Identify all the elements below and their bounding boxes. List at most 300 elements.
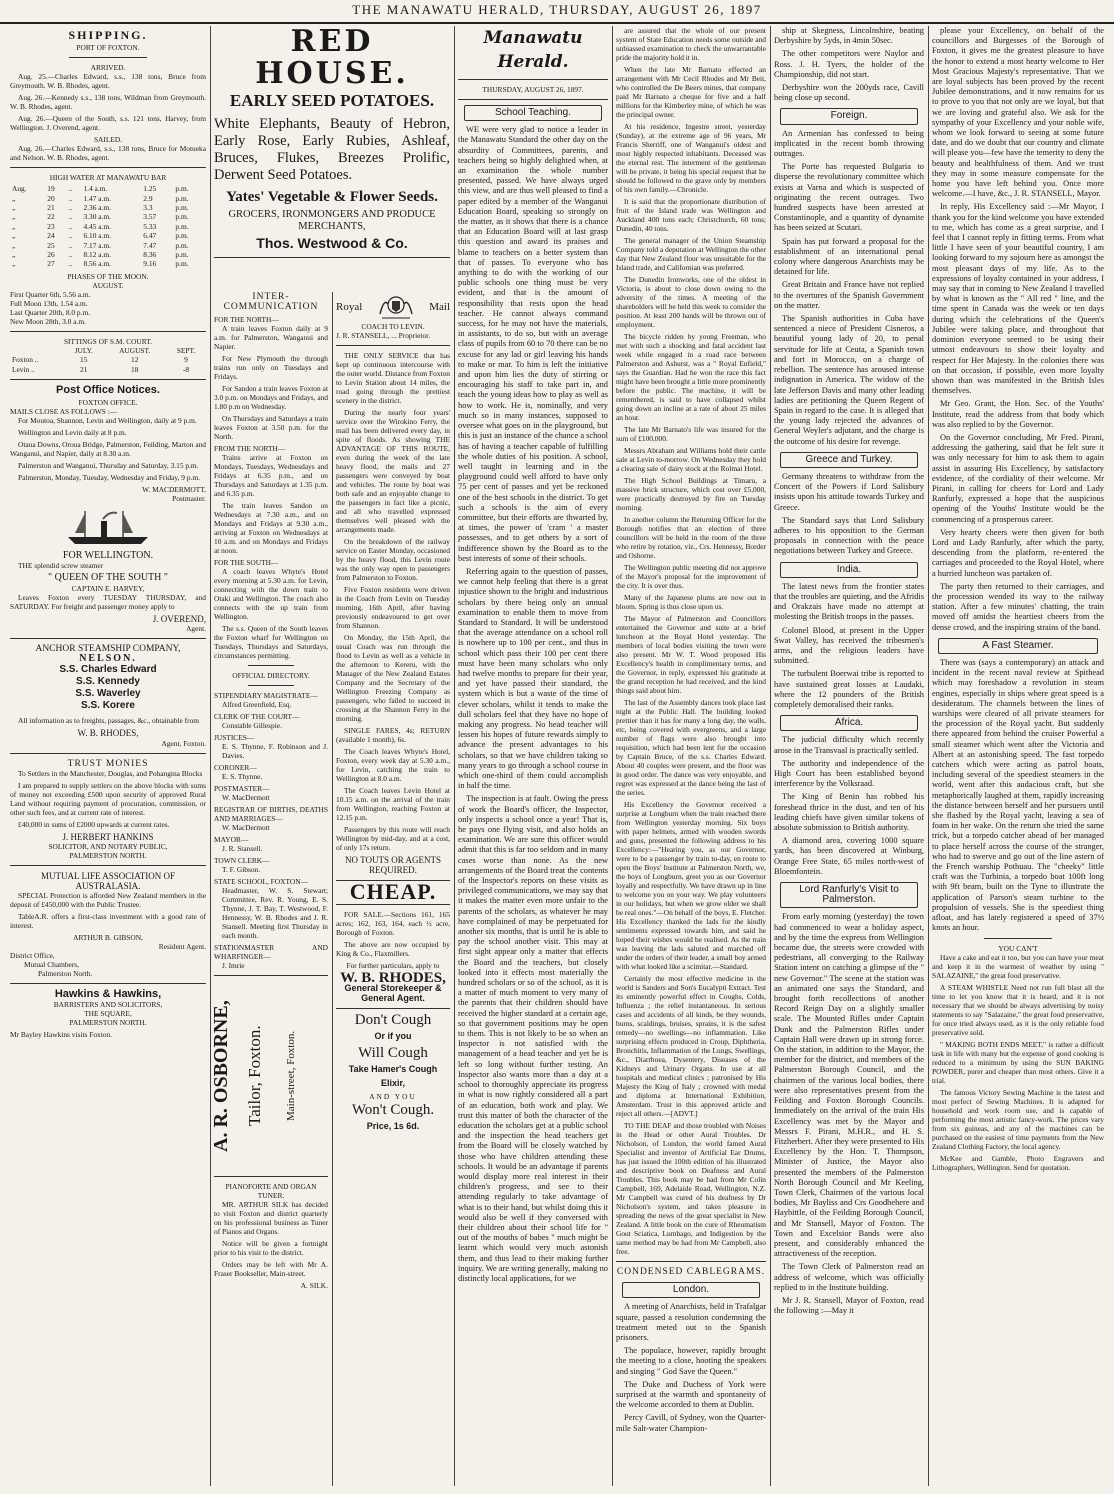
tide-cell: 8.36 [143,250,157,260]
tide-row [10,194,206,203]
coach-paragraph: On Monday, the 15th April, the usual Coach was run through the flood to Levin as well as a vehicle in the afternoon to Kereru, with the Manager of the New Zealand Estates Company and the Secretary of the Wellington Freezing Company as passengers, who failed to succeed in crossing at the Shannon Ferry in the morning. [336,633,450,723]
news-paragraph: TO THE DEAF and those troubled with Noises in the Head or other Aural Troubles. Dr Nicholson, of London, the world famed Aural Specialist and inventor of Artificial Ear Drums, has just issued the 100th edition of his illustrated and descriptive book on Deafness and Aural Troubles. This book may be had from Mr Colin Campbell, 169, Adelaide Road, Wellington, N.Z. Mr Campbell was cured of his deafness by Dr Nicholson's system, and takes pleasure in spreading the news of the great specialist in New Zealand. A little book on the cure of Rheumatism Gout Sciatica, Lumbago, and Indigestion by the same method may be had from Mr Campbell, also free. [616,1121,766,1256]
greece-heading: Greece and Turkey. [780,452,918,468]
grocers-line: GROCERS, IRONMONGERS AND PRODUCE MERCHANTS, [228,209,436,232]
post-office-sub: FOXTON OFFICE. [78,398,138,408]
africa-paragraph: The King of Benin has robbed his foreshead thrice in the dust, and ten of his leading chiefs have given similar tokens of absolute submission to British authority. [774,792,924,833]
and-you: AND YOU [369,1092,417,1102]
arrival-entry: Aug. 26.—Kennedy s.s., 138 tons, Wildman from Greymouth. W. B. Rhodes, agent. [10,93,206,112]
tide-cell: p.m. [175,203,189,213]
directory-holder: E. S. Thynne, F. Robinson and J. Davies. [222,742,328,761]
news-paragraph: Many of the Japanese plums are now out in bloom. Spring is thus close upon us. [616,593,766,611]
tide-cell: 6.47 [143,231,157,241]
coach-paragraph: THE ONLY SERVICE that has kept up continuous intercourse with the outer world. Distance from Foxton to Levin Station about 14 miles, the road going through the prettiest scenery in the district. [336,351,450,405]
north-list [214,324,328,441]
address-paragraph: On the Governor concluding, Mr Fred. Pirani, addressing the gathering, said that he felt sure it was only necessary for him to ask them to again assist in assuring His Excellency, by satisfactory evidence, of the cordiality of their welcome. Mr Pirani, in calling for cheers for Lord and Lady Ranfurly, expressed a hope that the auspicious opening of the Youths' Institute would be the commencing of a prosperous career. [932,432,1104,524]
directory-holder: E. S. Thynne. [222,772,263,782]
tide-row [10,184,206,193]
westwood-name: Thos. Westwood & Co. [256,235,408,251]
coach-paragraph: On the breakdown of the railway service on Easter Monday, occasioned by the heavy flood, this Levin route was the only way open to passengers from Palmerston to Foxton. [336,537,450,582]
arrival-entry: Aug. 26.—Queen of the South, s.s. 121 tons, Harvey, from Wellington. J. Overend, agent. [10,114,206,133]
tide-cell: 3.3 [143,203,153,213]
coach-paragraph: The Coach leaves Levin Hotel at 10.15 a.m. on the arrival of the train from Wellington, reaching Foxton at 12.15 p.m. [336,786,450,822]
article-paragraph: WE were very glad to notice a leader in the Manawatu Standard the other day on the absurdity of Committees, parents, and teachers being so highly delighted when, at an examination the whole number presented, passed. We have always urged this view, and are thus well pleased to find a paper edited by a member of the Wanganui Education Board, speaking so strongly on the matter, as it shows that there is a chance that an Education Board will at last grasp this question and award its praises and blame to teachers on a better system than that of passes. To everyone who has anything to do with the working of our public schools one thing must be very evident, and that is the amount of responsibility that rests upon the head teacher. He cannot always command success, for he may not have the materials, in assistants, to do so, but with an average class of pupils from 60 to 70 there can be no excuse for any lad or girl leaving his hands to make or mar. To him is left the initiative and upon him lies the duty of stirring or encouraging his staff to take part in, and teach the young ideas how to play as well as how to work. He is, nominally, and very much so in many instances, supposed to oversee what goes on in the playground, but this is just an instance of the chance a school has of having a teacher capable of fulfilling the whole duties of his position. A school, well taught in learning and in the playground could well afford to have only 75 per cent of passes and yet be reckoned one of the best schools in the district. To get such a schools is the aim of every committee, but their efforts are thwarted by, at times, the power of 'cram ' a master possesses, and to get others by a sort of indifference shown by the Board as to the best interests of some of their schools. [458,125,609,563]
tide-cell: .. [68,184,73,194]
tide-row [10,250,206,259]
article-body [458,125,608,1284]
coach-title: COACH TO LEVIN. [361,322,425,331]
london-heading: London. [622,1282,760,1298]
africa-paragraphs [774,735,924,877]
steamer-name: " QUEEN OF THE SOUTH " [48,572,168,584]
news-paragraph: The Dunedin Ironworks, one of the oldest in Victoria, is about to close down owing to the adversity of the times. A meeting of the shareholders will be held this week to consider the position. At least 200 hands will be thrown out of employment. [616,275,766,329]
news-paragraph: Messrs Abraham and Williams hold their cattle sale at Levin to-morrow. On Wednesday they hold a clearing sale of dairy stock at the Rolmai Hotel. [616,446,766,473]
take-hamer: Take Hamer's Cough [348,1063,438,1074]
anchor-title: ANCHOR STEAMSHIP COMPANY, [35,643,181,654]
tide-cell: .. [68,212,73,222]
ship-name: S.S. Waverley [75,688,141,700]
cable-paragraph: The populace, however, rapidly brought the meeting to a close, hooting the speakers and singing " God Save the Queen." [616,1346,766,1376]
you-cant-heading: YOU CAN'T [998,944,1038,954]
arrival-entry: Aug. 25.—Charles Edward, s.s., 138 tons, Bruce from Greymouth. W. B. Rhodes, agent. [10,72,206,91]
moon-phases [10,290,206,326]
no-touts: NO TOUTS OR AGENTS REQUIRED. [345,855,441,876]
north-head: FOR THE NORTH— [214,315,279,325]
column-rule [332,292,333,1486]
mail-entry: Palmerston and Wanganui, Thursday and Saturday, 3.15 p.m. [18,461,199,471]
tide-cell: p.m. [175,240,189,250]
shipping-title: SHIPPING. [68,28,148,42]
advert-paragraph: The famous Victory Sewing Machine is the latest and most perfect of Sewing Machines. It is adapted for household and work room use, and is capable of performing the most artistic fancy-work. The prices vary from six guineas, and any of the machines can be purchased on the easiest of time payments from the New Zealand Clothing Factory, the local agency. [932,1088,1104,1152]
court-cell [10,346,64,355]
hawkins-title: Hawkins & Hawkins, [54,988,162,1001]
train-entry: The s.s. Queen of the South leaves the Foxton wharf for Wellington on Tuesdays, Thursdays and Saturdays, circumstances permitting. [214,624,328,661]
cable-paragraph: The other competitors were Naylor and Ross. J. H. Tyers, the holder of the Championship, did not start. [774,49,924,79]
india-paragraph: The latest news from the frontier states that the troubles are quieting, and the Afridis and Orakzais have made no attempt at molesting the British troops in the passes. [774,581,924,622]
rhodes-name: W. B. RHODES, [340,969,446,986]
arrived-label: ARRIVED. [90,63,126,73]
tide-cell: 27 [47,259,55,269]
address-paragraph: please your Excellency, on behalf of the councillors and Burgesses of the Borough of Foxton, it gives me the greatest pleasure to have the honor to extend a most hearty welcome to Her Most Gracious Majesty's representative. That we are loyal subjects has been proved by the recent Jubilee demonstrations, and it now remains for us to prove to you that not only are we loyal, but that we are loving and grateful also. We ask for the sympathy of your Excellency and your noble wife, whom we look forward to seeing at some future date, and do we doubt that our country and climate will please you—few have the temerity to deny the beauty and healthfulness of them. And we trust they may in some measure compensate for the home you have left behind you. Once more welcome.—I have, &c., J. R. STANSELL, Mayor. [932,26,1104,199]
cable-paragraph: A meeting of Anarchists, held in Trafalgar square, passed a resolution condemning the treatment meted out to the Spanish prisoners. [616,1302,766,1343]
tide-cell: p.m. [175,259,189,269]
news-paragraphs [616,26,766,1256]
mail-entry: Otaua Downs, Oroua Bridge, Palmerston, Feilding, Marton and Wanganui, and Napier, daily at 8.30 a.m. [10,440,206,459]
from-north-list [214,453,328,555]
trust-p2: I am prepared to supply settlers on the above blocks with sums of money not exceeding £500 upon security of approved Rural Land without requiring payment of procuration, commission, or other such fees, and at current rate of interest. [10,780,206,817]
tide-row [10,212,206,221]
directory-holder: Alfred Greenfield, Esq. [222,700,292,710]
postmaster-title: Postmaster. [172,494,206,504]
coach-paragraph: Five Foxton residents were driven in the Coach from Levin on Tuesday morning, 16th April, after having previously endeavoured to get over from Shannon. [336,585,450,630]
tide-cell: 19 [47,184,55,194]
agent-label: Agent. [186,623,206,633]
foreign-paragraph: Great Britain and France have not replied to the overtures of the Spanish Government on the matter. [774,280,924,310]
court-title: SITTINGS OF S.M. COURT. [63,336,153,346]
india-paragraph: The turbulent Boerwai tribe is reported to have sustained great losses at Laudaki, where the 12 pounders of the British completely demoralised their ranks. [774,669,924,709]
tide-cell: „ [12,193,16,203]
tide-cell: .. [68,240,73,250]
news-paragraph: are assured that the whole of our present system of State Education needs some outside and unbiassed examination to check the unwarrantable pride the majority hold it in. [616,26,766,62]
mails-list [10,416,206,482]
court-row [10,355,206,364]
piano-text-2: Notice will be given a fortnight prior to his visit to the district. [214,1239,328,1258]
court-cell: 18 [131,364,139,374]
arrivals-list [10,72,206,132]
advert-paragraph: McKee and Gamble, Photo Engravers and Lithographers, Wellington. Send for quotation. [932,1154,1104,1173]
steamer-text: Leaves Foxton every TUESDAY THURSDAY, and SATURDAY. For freight and passenger money apply to [10,592,206,611]
court-cell: AUGUST. [119,345,151,355]
greece-paragraph: The Standard says that Lord Salisbury adheres to his opposition to the German proposals in connection with the peace negotiations between Turkey and Greece. [774,515,924,556]
trust-title: TRUST MONIES [67,758,149,769]
greece-paragraph: Germany threatens to withdraw from the Concert of the Powers if Lord Salisbury insists upon his attitude towards Turkey and Greece. [774,471,924,512]
africa-heading: Africa. [780,715,918,731]
steamship-icon [63,507,153,547]
mail-entry: For Moutoa, Shannon, Levin and Wellington, daily at 9 p.m. [18,416,197,426]
tide-row [10,241,206,250]
tide-cell: „ [12,221,16,231]
news-paragraph: The High School Buildings at Timaru, a massive brick structure, which cost over £5,000, were practically destroyed by fire on Tuesday morning. [616,476,766,512]
mails-title: MAILS CLOSE AS FOLLOWS :— [10,407,118,417]
tide-cell: 21 [47,203,55,213]
train-entry: For Sandon a train leaves Foxton at 3.0 p.m. on Mondays and Fridays, and 1.80 p.m on Wednesday. [214,384,328,412]
tide-table [10,184,206,269]
greece-paragraphs [774,472,924,557]
gibson-role: Resident Agent. [158,942,206,952]
column-4 [616,26,766,1486]
hankins-title: J. HERBERT HANKINS [62,831,154,842]
cable-paragraph: ship at Skegness, Lincolnshire, beating Derbyshire by 5yds, in 4min 50sec. [774,26,924,46]
directory-office: CLERK OF THE COURT— [214,712,300,722]
nelson: NELSON. [79,653,137,665]
directory-holder: W. MacDermott [222,793,270,803]
mutual-p1: SPECIAL Protection is afforded New Zealand members in the deposit of £450,000 with the Public Trustee. [10,891,206,910]
train-entry: The train leaves Sandon on Wednesdays at 7.30 a.m., and on Mondays and Fridays at 9.30 a.m., arriving at Foxton on Wednesdays at 10 a.m. and on Mondays and Fridays at noon. [214,501,328,556]
train-entry: On Thursdays and Saturdays a train leaves Foxton at 3.50 p.m. for the North. [214,414,328,442]
tide-cell: p.m. [175,193,189,203]
cable-paragraph: Percy Cavill, of Sydney, won the Quarter-mile Salt-water Champion- [616,1413,766,1433]
inter-title: INTER-COMMUNICATION [223,292,319,313]
address-paragraph: In reply, His Excellency said :—Mr Mayor, I thank you for the kind welcome you have extended to me, which has come as a great surprise, and I feel that I cannot reply in fitting terms. From what little I have seen of your beautiful country, I am looking forward to my sojourn here as amongst the most pleasant days of my life. As to the expressions of loyalty contained in your address, I may say that in coming to New Zealand I travelled by what is known as the " All red " line, and the time spent in Canada was the week or ten days during which the celebrations of the Queen's Jubilee were taking place, and throughout that dominion everyone seemed to be using their utmost endeavours to show their loyalty and respect for Her Majesty. In the colonies there was on that occasion, if possible, even more loyalty shown than was manifested in the British Isles themselves. [932,202,1104,396]
ship-name: S.S. Kennedy [76,676,140,688]
coach-column [336,292,450,1486]
train-entry: A coach leaves Whyte's Hotel every morning at 5.30 a.m. for Levin, connecting with the down train to Otaki and Wellington. The coach also connects with the up train from Wellington. [214,567,328,622]
advert-paragraph: Have a cake and eat it too, but you can have your meat and keep it in the warmest of weather by using " SALAZAINE," the great food preservative. [932,953,1104,981]
fast-steamer-heading: A Fast Steamer. [938,638,1098,654]
royal-mail-header [336,292,450,322]
tide-cell: „ [12,259,16,269]
court-cell: Levin .. [12,364,35,374]
anchor-agent: W. B. RHODES, [77,728,139,739]
postmaster-name: W. MACDERMOTT, [142,485,206,495]
directory-office: STATE SCHOOL, FOXTON— [214,877,308,887]
news-paragraph: When the late Mr Barnato effected an arrangement with Mr Cecil Rhodes and Mr Beit, who controlled the De Beers mines, that company paid Mr Barnato a cheque for five and a half millions for the Kimberley mine, of which he was the principal owner. [616,65,766,119]
elixir: Elixir, [380,1078,406,1089]
tide-cell: p.m. [175,184,189,194]
tide-cell: 7.47 [143,240,157,250]
red-house-title: RED HOUSE. [255,24,409,91]
tide-cell: .. [68,259,73,269]
directory-office: MAYOR— [214,835,249,845]
osborne-ad [210,981,328,1171]
tide-cell: 20 [47,193,55,203]
sailings-list [10,144,206,162]
tide-title: HIGH WATER AT MANAWATU BAR [49,173,167,183]
from-north-head: FROM THE NORTH— [214,444,286,454]
hawkins-visit: Mr Bayley Hawkins visits Foxton. [10,1029,113,1039]
cable-continued [774,26,924,103]
ships-list [10,664,206,712]
particulars-text: For further particulars, apply to [346,960,440,970]
hankins-sub: SOLICITOR, AND NOTARY PUBLIC, [48,841,168,851]
directory-office: POSTMASTER— [214,784,270,794]
cable-paragraphs [616,1302,766,1433]
court-header-row [10,346,206,355]
hawkins-place: PALMERSTON NORTH. [69,1017,147,1027]
osborne-name: A. R. OSBORNE, [210,1000,232,1153]
court-cell: 21 [80,364,88,374]
tide-cell: 25 [47,240,55,250]
anchor-info: All information as to freights, passages, &c., obtainable from [18,716,200,726]
coach-paragraph: The Coach leaves Whyte's Hotel, Foxton, every week day at 5.30 a.m., for Levin, catching the train to Wellington at 8.0 a.m. [336,747,450,783]
directory-holder: W. MacDermott [222,823,270,833]
tide-cell: Aug. [12,184,27,194]
article-paragraph: Referring again to the question of passes, we cannot help feeling that there is a great injustice shown to the bright and industrious scholars by there being only an annual examination to enable them to move from Standard to Standard. It will be understood that the average attendance on a school roll is nowhere up to 100 per cent., and thus in school which pass their 100 per cent there must have been many scholars who only had twelve months to prepare for their year, and yet have passed their standard, the system which is but a waste of the time of clever scholars, whilst it tends to make the dull scholars feel that they have no hope of making any progress. No head teacher will lessen his hopes of future rewards simply to advance the present advantages to his scholars, so that we have children taking so many years to go through a school course in which one-third of them could accomplish in half the time. [458,566,608,791]
court-cell: 9 [184,355,188,365]
or-if-you: Or if you [374,1031,412,1042]
court-cell: 15 [80,355,88,365]
train-entry: Trains arrive at Foxton on Mondays, Tuesdays, Wednesdays and Fridays at 6.35 p.m., and on Thursdays and Saturdays at 1.35 p.m. and 6.35 p.m. [214,453,328,499]
directory-holder: T. F. Gibson. [222,865,261,875]
tide-cell: 23 [47,221,55,231]
news-paragraph: It is said that the proportionate distribution of fruit of the Island trade was Wellington and Auckland 400 tons each; Christchurch, 60 tons; Dunedin, 40 tons. [616,197,766,233]
tide-row [10,259,206,268]
moon-month: AUGUST. [92,280,124,290]
tide-cell: 2.36 a.m. [83,203,111,213]
address-paragraph: Very hearty cheers were then given for both Lord and Lady Ranfurly, after which the party, descending from the platform, re-entered the carriages and proceeded to the Royal Hotel, where a hurried luncheon was partaken of. [932,527,1104,578]
column-rule [210,26,211,1486]
piano-text: MR. ARTHUR SILK has decided to visit Foxton and district quarterly on his professional business as Tuner of Pianos and Organs. [214,1200,328,1237]
court-cell: Foxton .. [12,355,39,365]
potato-varieties: White Elephants, Beauty of Hebron, Early Rose, Early Rubies, Ashleaf, Bruces, Flukes, Breezes Prolific, Derwent Seed Potatoes. [214,116,450,183]
tide-cell: 24 [47,231,55,241]
advert-paragraph: " MAKING BOTH ENDS MEET," is rather a difficult task in life with many but the expense of good cooking is reduced to a minimum by using the SUN BAKING POWDER, purer and cheaper than most others. Give it a trial. [932,1040,1104,1086]
yates-seeds: Yates' Vegetable & Flower Seeds. [226,189,438,205]
tide-cell: p.m. [175,212,189,222]
steamer-ad: THE splendid screw steamer [18,561,104,571]
column-rule [928,26,929,1486]
coat-of-arms-icon [376,292,416,322]
column-rule [612,26,613,1486]
column-3 [458,26,608,1486]
foreign-paragraph: An Armenian has confessed to being implicated in the recent bomb throwing outrages. [774,128,924,159]
ranfurly-paragraph: The Town Clerk of Palmerston read an address of welcome, which was officially replied to in the Institute building. [774,1262,924,1292]
trust-p1: To Settlers in the Manchester, Douglas, and Pohangina Blocks [18,768,203,778]
tide-cell: „ [12,231,16,241]
tide-cell: .. [68,221,73,231]
tide-cell: 1.47 a.m. [83,193,111,203]
column-1 [10,26,206,1486]
moon-phase: First Quarter 6th, 5.56 a.m. [10,289,91,299]
tide-row [10,222,206,231]
directory-list [214,691,328,970]
mutual-title: MUTUAL LIFE ASSOCIATION OF AUSTRALASIA. [41,870,175,892]
mail-label: Mail [429,300,450,313]
agent-name: J. OVEREND, [152,613,206,624]
nameplate: Manawatu Herald. [483,28,583,72]
column-2 [210,24,450,1486]
news-paragraph: Certainly the most effective medicine in the world is Sanders and Son's Eucalypti Extract. Test its eminently powerful effect in Coughs, Colds, Influenza ; the relief instantaneous. In serious cases and accidents of all kinds, be they wounds, burns, scaldings, bruises, sprains, it is the safest remedy—no swellings—no inflammation. Like surprising effects produced in Croup, Diphtheria, Bronchitis, Inflammation of the Lungs, Swellings, &c., Diarrhoea, Dysentery, Diseases of the Kidneys and Urinary Organs. In use at all hospitals and medical clinics ; patronised by His Majesty the King of Italy ; crowned with medal and diploma at International Exhibition, Amsterdam. Trust in this approved article and reject all others.—[ADVT.] [616,974,766,1118]
news-paragraph: The late Mr Barnato's life was insured for the sum of £100,000. [616,425,766,443]
court-row [10,365,206,374]
news-paragraph: In another column the Returning Officer for the Borough notifies that an election of three councillors will be held in the room of the three who retire by rotation, viz., Crs. Hennessy, Border and Osborne. [616,515,766,560]
column-6 [932,26,1104,1486]
tide-cell: p.m. [175,231,189,241]
tide-cell: .. [68,250,73,260]
article-paragraph: The inspection is at fault. Owing the press of work the Board's officer, the Inspector, only inspects a school once a year! That is, he pays one flying visit, and also holds an examination. We are sure this officer would admit that this is far too seldom and in many cases worse than none. As the new arrangements of the Board treat the contents of the Inspector's reports on these visits as privileged communications, we may say that it makes the matter even more unfair to the parents of the scholars, as whatever he may have complained of may be perpetuated for another six months, that is until he is able to pay the school another visit. This may at first sight appear only a matter that effects the Board and the teachers, but closely looked into it effects most materially the hundred scholars or so of the school, as it is a matter of much moment to very many of the parents that their children should have received the higher standard at a certain age, so that government positions may be open to them. This is not likely to be so when an Inspector is not satisfied with the management of a head teacher and yet he is left so long without further testing. An Inspector also wants more than a day at a school to thoroughly appreciate its progress in what is now rightly considered all a part of an education, both work and play. We trust this matter of both the character of the education the scholars get at a public school and the inspection the head teachers get from the Board will be closely watched by those who have children attending these schools. It would be an advantage if parents would display more real interest in their children's progress, and see to their attending regularly to take advantage of what is to their hand, but whilst doing this it would also be well if they conversed with their children about their school life for " out of the mouths of babes " much might be learnt which would very much astonish them, and thus lead to their making further inquiry. We are writing generally, making no distinctly local applications, for we [458,794,608,1283]
news-paragraph: The Wellington public meeting did not approve of the Mayor's proposal for the improvement of the city. It is over thus. [616,563,766,590]
tide-cell: 5.33 [143,221,157,231]
tide-cell: p.m. [175,221,189,231]
ranfurly-heading: Lord Ranfurly's Visit to Palmerston. [780,882,918,908]
coach-proprietor: J. R. STANSELL, ... Proprietor. [336,331,431,340]
news-paragraph: The general manager of the Union Steamship Company told a deputation at Wellington the other day that New Zealand flour was unsuitable for the Island trade, and Californian was preferred. [616,236,766,272]
train-entry: A train leaves Foxton daily at 9 a.m. for Palmerston, Wanganui and Napier. [214,324,328,352]
moon-phase: New Moon 28th, 3.0 a.m. [10,316,86,326]
directory-office: STIPENDIARY MAGISTRATE— [214,691,318,701]
coach-paragraphs [336,351,450,852]
piano-title: PIANOFORTE AND ORGAN TUNER. [225,1182,317,1201]
premises-text: The above are now occupied by King & Co., Flaxmillers. [336,939,450,958]
directory-office: TOWN CLERK— [214,856,270,866]
issue-date: THURSDAY, AUGUST 26, 1897. [482,85,584,94]
news-paragraph: The last of the Assembly dances took place last night at the Public Hall. The building looked prettier than it has for many a long day, the walls, etc, being covered with evergreens, and a large number of flags were also brought into requisition, which had been lent for the occasion by Captain Bruce, of the s.s. Charles Edward. About 40 couples were present, and the floor was in good order. The dance was very enjoyable, and regret was expressed at the dance being the last of the series. [616,698,766,797]
directory-title: OFFICIAL DIRECTORY. [232,671,310,681]
directory-office: CORONER— [214,763,257,773]
tide-cell: 3.57 [143,212,157,222]
mail-entry: Palmerston, Monday, Tuesday, Wednesday and Friday, 9 p.m. [18,473,200,483]
for-wellington: FOR WELLINGTON. [62,550,154,562]
tide-cell: 1.25 [143,184,157,194]
steamer-paragraph: There was (says a contemporary) an attack and incident in the recent naval review at Spithead which may foreshadow a revolution in steam engines, especially in ships where great speed is a desideratum. The channels between the lines of warships were cleared of all private steamers for the procession of the Royal yacht. But suddenly there appeared from behind the cruiser Powerful a small steamer which went after the Victoria and Albert at an astonishing speed. The fast torpedo catchers which were acting as patrol boats, including several of the speediest steamers in the world, went after this audacious craft, but she metaphorically laughed at them, rapidly increasing the distance between herself and her pursuers until she flashed by the Royal yacht, leaving a sea of foam in her wake. On the return she tried the same trick, but a torpedo catcher ahead of her managed to place herself across the course of the stranger, who had to swerve and go out of the line astern of the French warship Pothuau. The "cheeky" little craft was the Turbinia, a torpedo boat 100ft long with 9ft beam, built on the Tyne to illustrate the application of Parson's steam turbine to the propulsion of vessels. She is the speediest thing afloat, and has lately registered a speed of 37½ knots an hour. [932,657,1104,933]
tide-cell: „ [12,203,16,213]
ranfurly-paragraphs [774,912,924,1316]
trust-p3: £40,000 in sums of £2000 upwards at current rates. [18,819,170,829]
will-cough: Will Cough [358,1044,428,1061]
address-paragraphs [932,26,1104,633]
moon-phase: Last Quarter 20th, 8.0 p.m. [10,307,91,317]
osborne-tailor: Tailor, Foxton. [245,1026,264,1127]
foreign-paragraph: Spain has put forward a proposal for the establishment of an international penal colony where dangerous Anarchists may be detained for life. [774,236,924,277]
court-cell: JULY. [74,345,93,355]
cable-paragraph: The Duke and Duchess of York were surprised at the warmth and spontaneity of the welcome accorded to them at Dublin. [616,1379,766,1410]
court-table [10,346,206,374]
hawkins-square: THE SQUARE, [84,1008,132,1018]
royal-label: Royal [336,300,363,313]
gibson-chambers: Mutual Chambers, [24,960,80,970]
foreign-paragraphs [774,129,924,447]
ranfurly-paragraph: Mr J. R. Stansell, Mayor of Foxton, read the following :—May it [774,1295,924,1316]
tide-cell: 8.12 a.m. [83,250,111,260]
foreign-paragraph: The Porte has requested Bulgaria to disperse the revolutionary committee which exists at Varna and which is suspected of originating the recent outrages. Two hundred suspects have been arrested at Constantinople, and a quantity of dynamite has been seized at Scutari. [774,162,924,233]
tide-cell: .. [68,231,73,241]
tide-cell: 7.17 a.m. [83,240,111,250]
india-paragraph: Colonel Blood, at present in the Upper Swat Valley, has received the tribesmen's arms, and the religious leaders have submitted. [774,625,924,666]
column-rule [770,26,771,1486]
coach-paragraph: Passengers by this route will reach Wellington by mid-day, and at a cost, of only 17s return. [336,825,450,852]
directory-holder: Headmaster, W. S. Stewart; Committee, Rev. R. Young, E. S. Thynne, J. T. Bay, T. Westwood, F. Hennessy, W. B. Rhodes and J. R. Stansell. Meeting first Thursday in each month. [222,886,328,941]
tide-cell: 3.30 a.m. [83,212,111,222]
court-cell: SEPT. [176,345,196,355]
tide-cell: 4.45 a.m. [83,221,111,231]
coach-paragraph: During the nearly four years' service over the Wirokino Ferry, the mail has been delivered every day, in spite of floods. As showing THE ADVANTAGE OF THIS ROUTE, even during the week of the late heavy flood, the mails and 27 passengers were conveyed by boat and vehicles. The route by boat was both safe and an enjoyable change to the passengers in fact like a picnic, and all who travelled expressed themselves well pleased with the arrangements made. [336,408,450,534]
tide-cell: 6.10 a.m. [83,231,111,241]
dont-cough: Don't Cough [354,1012,432,1029]
wont-cough: Won't Cough. [351,1102,435,1119]
tide-cell: 2.9 [143,193,153,203]
mutual-p2: TableA.R. offers a first-class investment with a good rate of interest. [10,912,206,931]
directory-office: JUSTICES— [214,733,255,743]
directory-office: REGISTRAR OF BIRTHS, DEATHS AND MARRIAGES— [214,805,328,824]
masthead: THE MANAWATU HERALD, THURSDAY, AUGUST 26, 1897 [0,0,1114,24]
hawkins-sub: BARRISTERS AND SOLICITORS, [53,999,163,1009]
foreign-heading: Foreign. [780,108,918,124]
cablegrams-title: CONDENSED CABLEGRAMS. [616,1267,766,1277]
tide-row [10,231,206,240]
tide-cell: p.m. [175,250,189,260]
news-paragraph: His Excellency the Governor received a surprise at Longburn when the train reached there from Wellington yesterday morning. Six boys with paper helmets, armed with wooden swords and guns, presented the following address to his Excellency:—"Hearing you, as our Governor, were to be a passenger by train to-day, en route to open the Boys' Institute at Palmerston North, we, the boys of Longburn, greet you as our Governor loyally and respectfully. We have drawn up in line to welcome you on your way. We play volunteers in our holidays, but when we grow older we shall be real ones."—On behalf of the boys, E. Fletcher. His Excellency thanked the lads for the kindly sentiments expressed towards him, and said he hoped their wishes would be realised. As the train was leaving the lads saluted and marched off under the orders of their leader, a small boy armed with what looked like a scimitar.—Standard. [616,800,766,971]
court-cell: -8 [182,364,190,374]
south-head: FOR THE SOUTH— [214,558,279,568]
fast-steamer-paragraphs [932,658,1104,933]
mail-entry: Wellington and Levin daily at 8 p.m. [18,428,127,438]
inter-communication [210,292,328,1486]
africa-paragraph: A diamond area, covering 1000 square yards, has been discovered at Winburg, Orange Free State, 65 miles north-west of Bloemfontein. [774,836,924,876]
south-list [214,567,328,660]
piano-signature: A. SILK. [300,1281,328,1291]
sailing-entry: Aug. 26.—Charles Edward, s.s., 138 tons, Bruce for Motueka and Nelson. W. B. Rhodes, agent. [10,144,206,163]
news-paragraph: The Mayor of Palmerston and Councillors entertained the Governor and suite at a brief luncheon at the Royal Hotel yesterday. The members of local bodies visiting the town were also present. Mr W. T. Wood proposed His Excellency's health in complimentary terms, and the Governor, in reply, expressed his gratitude at the grand reception he had received, and the kind things said about him. [616,614,766,695]
train-entry: For New Plymouth the through trains run only on Tuesdays and Fridays. [214,354,328,382]
tide-cell: 9.16 [143,259,157,269]
cheap-title: CHEAP. [349,879,437,905]
tide-row [10,203,206,212]
piano-text-3: Orders may be left with Mr A. Fraser Bookseller, Main-street. [214,1260,328,1279]
osborne-street: Main-street, Foxton. [285,1031,297,1122]
moon-phase: Full Moon 13th, 1.54 a.m. [10,298,88,308]
cable-paragraph: Derbyshire won the 200yds race, Cavill being close up second. [774,83,924,103]
tide-cell: 22 [47,212,55,222]
africa-paragraph: The authority and independence of the High Court has been established beyond interference by the Volksraad. [774,758,924,789]
foreign-paragraph: The Spanish authorities in Cuba have sentenced a niece of President Cisneros, a beautiful young lady of 20, to penal servitude for life at Ceuta, a Spanish town and fort in Morocco, on a charge of rebellion. The sentence has aroused intense indignation in America. The widow of the late Jefferson Davis and many other leading ladies are petitioning the Queen Regent of Spain in regard to the case. It is alleged that the young lady rejected the advances of General Weyler's adjutant, and the charge is the outcome of his desire for revenge. [774,314,924,446]
tide-cell: 1.4 a.m. [83,184,108,194]
directory-office: STATIONMASTER AND WHARFINGER— [214,943,328,962]
directory-holder: J. R. Stansell. [222,844,263,854]
news-paragraph: At his residence, Ingestre street, yesterday (Sunday), at the extreme age of 96 years, Mr Francis Sherriff, one of Wanganui's oldest and most highly respected inhabitants. Deceased was the eternal rest. The interment of the gentleman will be private, it being his special request that he should be followed to the grave only by members of his own family.—Chronicle. [616,122,766,194]
ship-name: S.S. Charles Edward [59,664,157,676]
anchor-agent-place: Agent, Foxton. [161,738,206,748]
advert-paragraph: A STEAM WHISTLE Need not run full blast all the time to let you know that it is heard, and it is not necessary that we should be always advertising by noisy statements to say "Salazaine," the great food preservative, for once tried always used, as it is the only reliable food preservative sold. [932,983,1104,1038]
storekeeper: General Storekeeper & General Agent. [344,982,442,1004]
india-heading: India. [780,562,918,578]
price: Price, 1s 6d. [366,1121,420,1132]
captain: CAPTAIN E. HARVEY, [71,583,145,593]
moon-title: PHASES OF THE MOON. [67,271,149,281]
gibson-place: Palmerston North. [38,969,93,979]
tide-cell: 8.56 a.m. [83,259,111,269]
column-rule [454,26,455,1486]
port-title: PORT OF FOXTON. [76,43,140,53]
